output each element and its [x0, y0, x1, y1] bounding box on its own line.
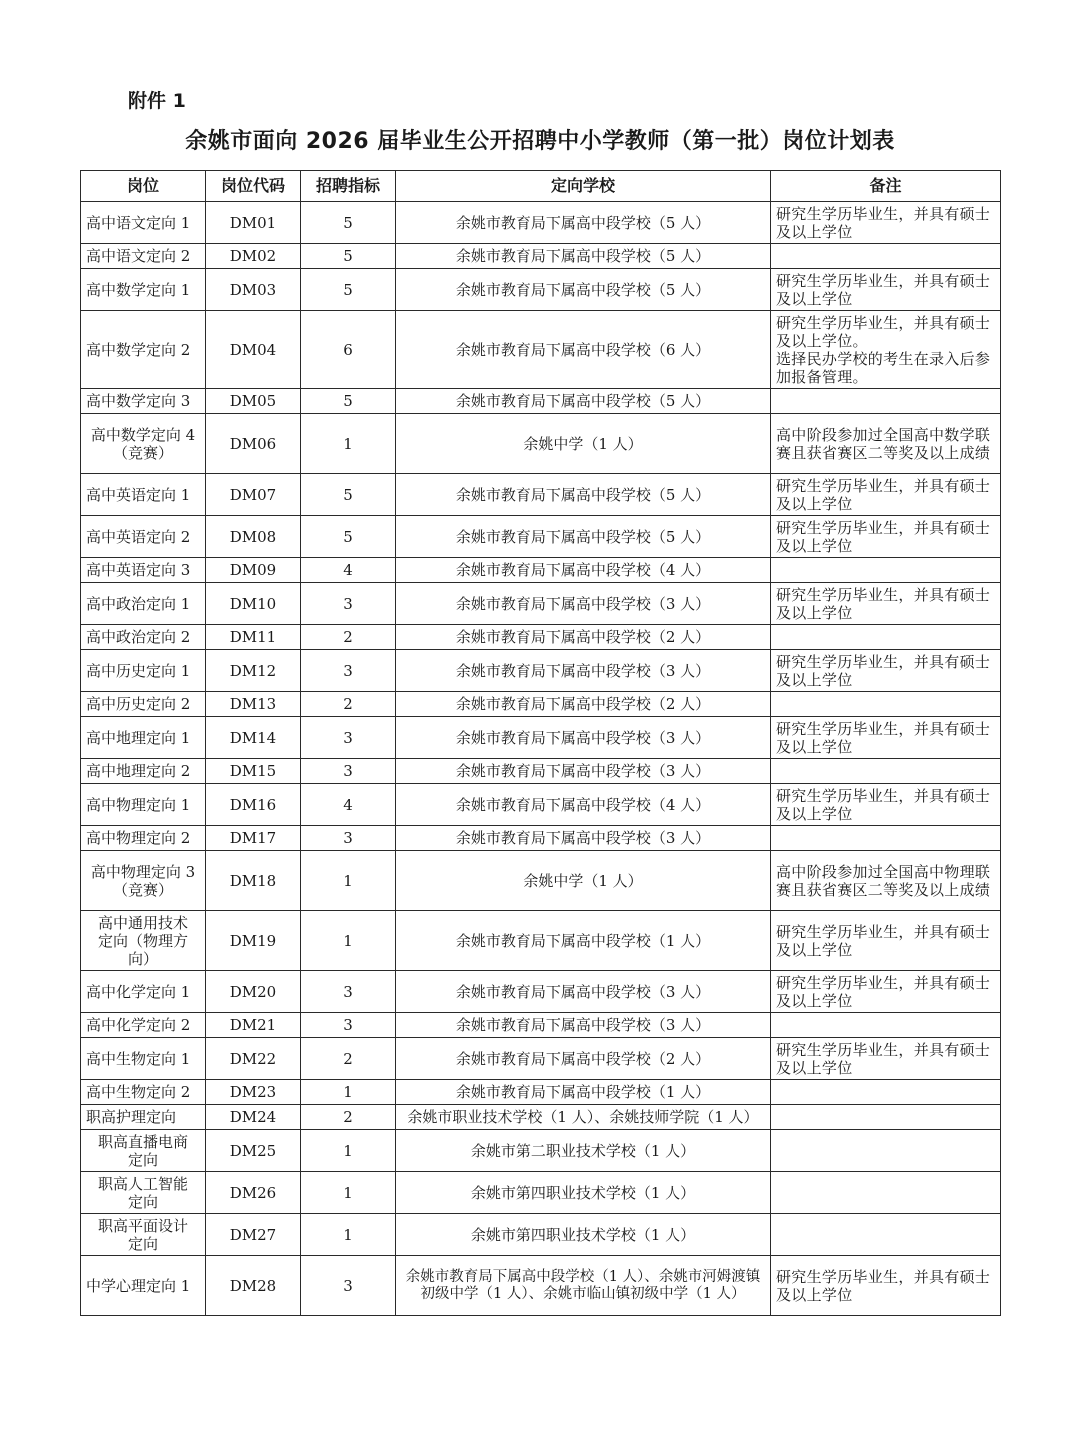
remarks-cell: 研究生学历毕业生，并具有硕士及以上学位	[771, 1038, 1001, 1080]
target-school-cell: 余姚市教育局下属高中段学校（1 人）	[396, 1080, 771, 1105]
remarks-cell: 研究生学历毕业生，并具有硕士及以上学位	[771, 784, 1001, 826]
position-code-cell: DM14	[206, 717, 301, 759]
table-row	[81, 971, 1001, 1013]
quota-cell: 1	[301, 911, 396, 971]
position-cell: 高中英语定向 1	[81, 474, 206, 516]
position-code-cell: DM12	[206, 650, 301, 692]
attachment-label: 附件 1	[128, 90, 186, 112]
table-row	[81, 311, 1001, 389]
target-school-cell: 余姚市教育局下属高中段学校（3 人）	[396, 971, 771, 1013]
quota-cell: 1	[301, 414, 396, 474]
table-row	[81, 625, 1001, 650]
position-code-cell: DM06	[206, 414, 301, 474]
quota-cell: 5	[301, 202, 396, 244]
target-school-cell: 余姚市教育局下属高中段学校（1 人）、余姚市河姆渡镇初级中学（1 人）、余姚市临山镇初级中学（1 人）	[396, 1256, 771, 1316]
table-row	[81, 692, 1001, 717]
remarks-cell: 研究生学历毕业生，并具有硕士及以上学位	[771, 583, 1001, 625]
header-target-school: 定向学校	[396, 171, 771, 202]
position-code-cell: DM04	[206, 311, 301, 389]
table-row	[81, 516, 1001, 558]
position-cell: 高中通用技术 定向（物理方 向）	[81, 911, 206, 971]
table-row	[81, 474, 1001, 516]
table-row	[81, 1172, 1001, 1214]
position-code-cell: DM26	[206, 1172, 301, 1214]
table-row	[81, 389, 1001, 414]
position-cell: 高中语文定向 1	[81, 202, 206, 244]
remarks-cell: 研究生学历毕业生，并具有硕士及以上学位	[771, 650, 1001, 692]
position-cell: 高中物理定向 1	[81, 784, 206, 826]
quota-cell: 3	[301, 1013, 396, 1038]
position-code-cell: DM18	[206, 851, 301, 911]
table-row	[81, 202, 1001, 244]
position-cell: 高中语文定向 2	[81, 244, 206, 269]
quota-cell: 2	[301, 1105, 396, 1130]
remarks-cell: 高中阶段参加过全国高中物理联赛且获省赛区二等奖及以上成绩	[771, 851, 1001, 911]
target-school-cell: 余姚市教育局下属高中段学校（5 人）	[396, 269, 771, 311]
position-cell: 高中化学定向 1	[81, 971, 206, 1013]
quota-cell: 3	[301, 583, 396, 625]
position-cell: 高中地理定向 1	[81, 717, 206, 759]
table-row	[81, 558, 1001, 583]
position-cell: 高中数学定向 3	[81, 389, 206, 414]
position-cell: 中学心理定向 1	[81, 1256, 206, 1316]
table-row	[81, 1013, 1001, 1038]
position-code-cell: DM19	[206, 911, 301, 971]
quota-cell: 2	[301, 692, 396, 717]
table-row	[81, 583, 1001, 625]
remarks-cell	[771, 1080, 1001, 1105]
remarks-cell	[771, 826, 1001, 851]
quota-cell: 4	[301, 558, 396, 583]
position-cell: 职高直播电商 定向	[81, 1130, 206, 1172]
quota-cell: 3	[301, 971, 396, 1013]
table-row	[81, 1256, 1001, 1316]
table-row	[81, 1105, 1001, 1130]
remarks-cell	[771, 244, 1001, 269]
position-code-cell: DM02	[206, 244, 301, 269]
quota-cell: 1	[301, 1130, 396, 1172]
remarks-cell: 研究生学历毕业生，并具有硕士及以上学位	[771, 269, 1001, 311]
table-row	[81, 1130, 1001, 1172]
target-school-cell: 余姚市教育局下属高中段学校（2 人）	[396, 1038, 771, 1080]
table-row	[81, 1038, 1001, 1080]
target-school-cell: 余姚市教育局下属高中段学校（4 人）	[396, 784, 771, 826]
target-school-cell: 余姚市教育局下属高中段学校（1 人）	[396, 911, 771, 971]
position-code-cell: DM20	[206, 971, 301, 1013]
position-cell: 高中生物定向 2	[81, 1080, 206, 1105]
table-row	[81, 650, 1001, 692]
remarks-cell: 研究生学历毕业生，并具有硕士及以上学位	[771, 911, 1001, 971]
page-title: 余姚市面向 2026 届毕业生公开招聘中小学教师（第一批）岗位计划表	[185, 129, 895, 154]
table-row	[81, 269, 1001, 311]
quota-cell: 3	[301, 650, 396, 692]
position-code-cell: DM27	[206, 1214, 301, 1256]
remarks-cell	[771, 1105, 1001, 1130]
remarks-cell: 研究生学历毕业生，并具有硕士及以上学位	[771, 717, 1001, 759]
position-cell: 高中历史定向 2	[81, 692, 206, 717]
target-school-cell: 余姚市教育局下属高中段学校（5 人）	[396, 474, 771, 516]
header-position: 岗位	[81, 171, 206, 202]
position-cell: 高中物理定向 2	[81, 826, 206, 851]
position-code-cell: DM10	[206, 583, 301, 625]
position-code-cell: DM16	[206, 784, 301, 826]
quota-cell: 3	[301, 826, 396, 851]
position-cell: 高中数学定向 2	[81, 311, 206, 389]
table-row	[81, 414, 1001, 474]
position-cell: 高中化学定向 2	[81, 1013, 206, 1038]
quota-cell: 1	[301, 1214, 396, 1256]
position-cell: 高中数学定向 4 （竞赛）	[81, 414, 206, 474]
target-school-cell: 余姚市第四职业技术学校（1 人）	[396, 1172, 771, 1214]
position-cell: 职高平面设计 定向	[81, 1214, 206, 1256]
target-school-cell: 余姚市教育局下属高中段学校（3 人）	[396, 650, 771, 692]
table-row	[81, 717, 1001, 759]
table-row	[81, 1214, 1001, 1256]
position-code-cell: DM05	[206, 389, 301, 414]
position-code-cell: DM15	[206, 759, 301, 784]
table-row	[81, 911, 1001, 971]
position-cell: 高中历史定向 1	[81, 650, 206, 692]
quota-cell: 3	[301, 1256, 396, 1316]
header-remarks: 备注	[771, 171, 1001, 202]
remarks-cell	[771, 625, 1001, 650]
position-code-cell: DM08	[206, 516, 301, 558]
position-cell: 高中英语定向 3	[81, 558, 206, 583]
remarks-cell	[771, 1013, 1001, 1038]
position-cell: 高中生物定向 1	[81, 1038, 206, 1080]
position-code-cell: DM11	[206, 625, 301, 650]
table-header-row	[81, 171, 1001, 202]
position-code-cell: DM24	[206, 1105, 301, 1130]
quota-cell: 3	[301, 759, 396, 784]
target-school-cell: 余姚中学（1 人）	[396, 414, 771, 474]
quota-cell: 2	[301, 625, 396, 650]
target-school-cell: 余姚中学（1 人）	[396, 851, 771, 911]
target-school-cell: 余姚市教育局下属高中段学校（5 人）	[396, 389, 771, 414]
remarks-cell: 研究生学历毕业生，并具有硕士及以上学位	[771, 474, 1001, 516]
quota-cell: 5	[301, 269, 396, 311]
remarks-cell	[771, 558, 1001, 583]
position-cell: 职高护理定向	[81, 1105, 206, 1130]
position-cell: 职高人工智能 定向	[81, 1172, 206, 1214]
position-code-cell: DM23	[206, 1080, 301, 1105]
position-cell: 高中物理定向 3 （竞赛）	[81, 851, 206, 911]
quota-cell: 4	[301, 784, 396, 826]
remarks-cell: 研究生学历毕业生，并具有硕士及以上学位。 选择民办学校的考生在录入后参加报备管理。	[771, 311, 1001, 389]
position-cell: 高中政治定向 2	[81, 625, 206, 650]
header-quota: 招聘指标	[301, 171, 396, 202]
quota-cell: 2	[301, 1038, 396, 1080]
position-code-cell: DM13	[206, 692, 301, 717]
target-school-cell: 余姚市教育局下属高中段学校（5 人）	[396, 244, 771, 269]
table-row	[81, 244, 1001, 269]
remarks-cell: 研究生学历毕业生，并具有硕士及以上学位	[771, 971, 1001, 1013]
position-code-cell: DM03	[206, 269, 301, 311]
position-plan-table	[80, 170, 1001, 1316]
target-school-cell: 余姚市教育局下属高中段学校（3 人）	[396, 583, 771, 625]
remarks-cell: 高中阶段参加过全国高中数学联赛且获省赛区二等奖及以上成绩	[771, 414, 1001, 474]
position-code-cell: DM07	[206, 474, 301, 516]
remarks-cell	[771, 1172, 1001, 1214]
position-cell: 高中数学定向 1	[81, 269, 206, 311]
target-school-cell: 余姚市教育局下属高中段学校（3 人）	[396, 1013, 771, 1038]
remarks-cell: 研究生学历毕业生，并具有硕士及以上学位	[771, 202, 1001, 244]
target-school-cell: 余姚市教育局下属高中段学校（3 人）	[396, 826, 771, 851]
position-code-cell: DM01	[206, 202, 301, 244]
target-school-cell: 余姚市第二职业技术学校（1 人）	[396, 1130, 771, 1172]
position-code-cell: DM21	[206, 1013, 301, 1038]
remarks-cell	[771, 692, 1001, 717]
position-code-cell: DM17	[206, 826, 301, 851]
position-code-cell: DM22	[206, 1038, 301, 1080]
target-school-cell: 余姚市第四职业技术学校（1 人）	[396, 1214, 771, 1256]
table-row	[81, 759, 1001, 784]
target-school-cell: 余姚市职业技术学校（1 人）、余姚技师学院（1 人）	[396, 1105, 771, 1130]
quota-cell: 5	[301, 474, 396, 516]
quota-cell: 1	[301, 1172, 396, 1214]
remarks-cell	[771, 1214, 1001, 1256]
position-cell: 高中地理定向 2	[81, 759, 206, 784]
remarks-cell: 研究生学历毕业生，并具有硕士及以上学位	[771, 516, 1001, 558]
target-school-cell: 余姚市教育局下属高中段学校（2 人）	[396, 625, 771, 650]
target-school-cell: 余姚市教育局下属高中段学校（4 人）	[396, 558, 771, 583]
position-code-cell: DM28	[206, 1256, 301, 1316]
table-row	[81, 1080, 1001, 1105]
quota-cell: 5	[301, 516, 396, 558]
remarks-cell	[771, 759, 1001, 784]
position-code-cell: DM25	[206, 1130, 301, 1172]
target-school-cell: 余姚市教育局下属高中段学校（3 人）	[396, 759, 771, 784]
quota-cell: 3	[301, 717, 396, 759]
position-cell: 高中英语定向 2	[81, 516, 206, 558]
target-school-cell: 余姚市教育局下属高中段学校（5 人）	[396, 516, 771, 558]
remarks-cell	[771, 389, 1001, 414]
quota-cell: 5	[301, 244, 396, 269]
position-code-cell: DM09	[206, 558, 301, 583]
quota-cell: 1	[301, 1080, 396, 1105]
target-school-cell: 余姚市教育局下属高中段学校（2 人）	[396, 692, 771, 717]
quota-cell: 1	[301, 851, 396, 911]
quota-cell: 6	[301, 311, 396, 389]
table-row	[81, 826, 1001, 851]
table-row	[81, 784, 1001, 826]
target-school-cell: 余姚市教育局下属高中段学校（5 人）	[396, 202, 771, 244]
remarks-cell: 研究生学历毕业生，并具有硕士及以上学位	[771, 1256, 1001, 1316]
remarks-cell	[771, 1130, 1001, 1172]
quota-cell: 5	[301, 389, 396, 414]
position-cell: 高中政治定向 1	[81, 583, 206, 625]
target-school-cell: 余姚市教育局下属高中段学校（6 人）	[396, 311, 771, 389]
target-school-cell: 余姚市教育局下属高中段学校（3 人）	[396, 717, 771, 759]
table-row	[81, 851, 1001, 911]
header-position-code: 岗位代码	[206, 171, 301, 202]
